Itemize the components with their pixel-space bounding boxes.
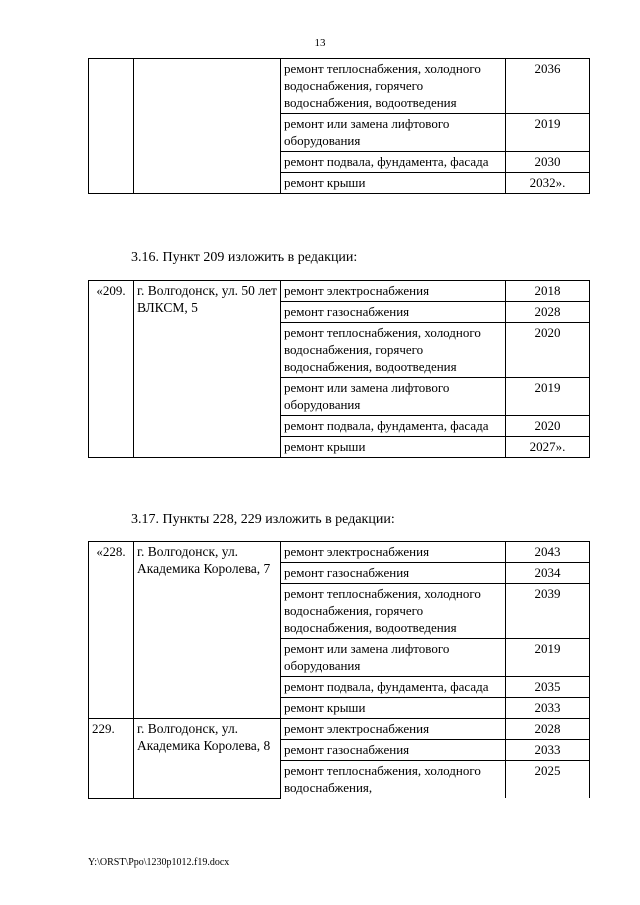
address-cell — [134, 59, 281, 194]
work-cell: ремонт теплоснабжения, холодного водоснабжения, — [281, 761, 506, 799]
work-cell: ремонт или замена лифтового оборудования — [281, 639, 506, 677]
work-cell: ремонт или замена лифтового оборудования — [281, 378, 506, 416]
item-number: 229. — [89, 719, 134, 799]
page-number: 13 — [314, 37, 326, 49]
work-cell: ремонт электроснабжения — [281, 542, 506, 563]
work-cell: ремонт подвала, фундамента, фасада — [281, 677, 506, 698]
table-row — [89, 542, 590, 563]
year-cell: 2043 — [506, 542, 590, 563]
item-number: «209. — [89, 281, 134, 458]
year-cell: 2028 — [506, 302, 590, 323]
year-cell: 2020 — [506, 323, 590, 378]
year-cell: 2035 — [506, 677, 590, 698]
work-cell: ремонт крыши — [281, 437, 506, 458]
document-path-footer: Y:\ORST\Ppo\1230p1012.f19.docx — [88, 857, 230, 868]
work-cell: ремонт теплоснабжения, холодного водоснабжения, горячего водоснабжения, водоотведения — [281, 323, 506, 378]
year-cell: 2018 — [506, 281, 590, 302]
continuation-table — [88, 58, 590, 194]
table-row — [89, 281, 590, 302]
table-row — [89, 719, 590, 740]
work-cell: ремонт крыши — [281, 173, 506, 194]
year-cell: 2032». — [506, 173, 590, 194]
year-cell: 2039 — [506, 584, 590, 639]
item-address: г. Волгодонск, ул. Академика Королева, 7 — [134, 542, 281, 719]
year-cell: 2019 — [506, 639, 590, 677]
work-cell: ремонт электроснабжения — [281, 281, 506, 302]
item-209-table — [88, 280, 590, 458]
year-cell: 2036 — [506, 59, 590, 114]
work-cell: ремонт или замена лифтового оборудования — [281, 114, 506, 152]
year-cell: 2030 — [506, 152, 590, 173]
items-228-229-table — [88, 541, 590, 799]
year-cell: 2025 — [506, 761, 590, 799]
year-cell: 2027». — [506, 437, 590, 458]
work-cell: ремонт газоснабжения — [281, 740, 506, 761]
section-heading: 3.16. Пункт 209 изложить в редакции: — [131, 250, 358, 265]
work-cell: ремонт теплоснабжения, холодного водоснабжения, горячего водоснабжения, водоотведения — [281, 59, 506, 114]
work-cell: ремонт подвала, фундамента, фасада — [281, 416, 506, 437]
year-cell: 2033 — [506, 740, 590, 761]
year-cell: 2019 — [506, 114, 590, 152]
item-address: г. Волгодонск, ул. 50 лет ВЛКСМ, 5 — [134, 281, 281, 458]
work-cell: ремонт подвала, фундамента, фасада — [281, 152, 506, 173]
item-address: г. Волгодонск, ул. Академика Королева, 8 — [134, 719, 281, 799]
year-cell: 2020 — [506, 416, 590, 437]
work-cell: ремонт крыши — [281, 698, 506, 719]
year-cell: 2019 — [506, 378, 590, 416]
work-cell: ремонт газоснабжения — [281, 302, 506, 323]
number-cell — [89, 59, 134, 194]
year-cell: 2028 — [506, 719, 590, 740]
work-cell: ремонт электроснабжения — [281, 719, 506, 740]
year-cell: 2033 — [506, 698, 590, 719]
work-cell: ремонт газоснабжения — [281, 563, 506, 584]
year-cell: 2034 — [506, 563, 590, 584]
section-heading: 3.17. Пункты 228, 229 изложить в редакции: — [131, 512, 395, 527]
table-row — [89, 59, 590, 114]
work-cell: ремонт теплоснабжения, холодного водоснабжения, горячего водоснабжения, водоотведения — [281, 584, 506, 639]
item-number: «228. — [89, 542, 134, 719]
